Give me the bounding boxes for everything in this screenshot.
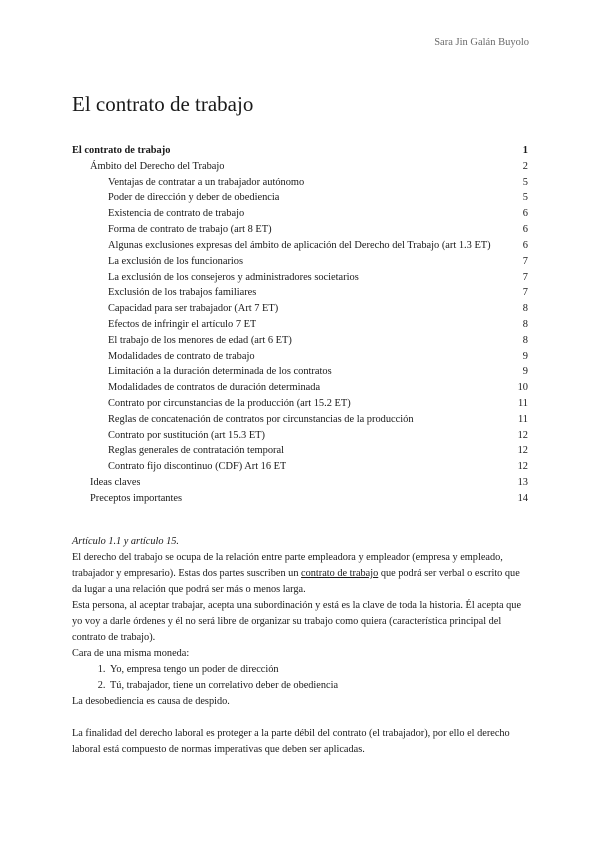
- toc-entry-label: Ideas claves: [90, 477, 141, 489]
- toc-entry-page: 1: [522, 145, 528, 156]
- toc-entry-label: Modalidades de contratos de duración determinada: [108, 382, 321, 394]
- toc-entry[interactable]: [72, 301, 528, 317]
- toc-entry-page: 8: [522, 318, 528, 330]
- toc-entry-page: 9: [522, 366, 528, 378]
- toc-entry[interactable]: [72, 412, 528, 428]
- toc-entry-page: 11: [517, 398, 528, 409]
- toc-entry[interactable]: [72, 159, 528, 175]
- toc-entry[interactable]: [72, 222, 528, 238]
- paragraph: Cara de una misma moneda:: [72, 648, 190, 659]
- toc-entry-page: 2: [522, 160, 528, 172]
- toc-entry[interactable]: [72, 428, 528, 444]
- toc-entry-page: 9: [522, 350, 528, 362]
- toc-entry[interactable]: [72, 175, 528, 191]
- contrato-link[interactable]: contrato de trabajo: [301, 568, 379, 579]
- paragraph-text: El derecho del trabajo se ocupa de la relación entre parte empleadora y empleador (empresa y empleado, trabajador y empresario). Estas dos partes suscriben un: [72, 552, 503, 579]
- toc-entry-label: Efectos de infringir el artículo 7 ET: [108, 318, 257, 330]
- toc-entry-label: Poder de dirección y deber de obediencia: [108, 192, 280, 204]
- toc-entry[interactable]: [72, 317, 528, 333]
- toc-entry-label: Modalidades de contrato de trabajo: [108, 350, 255, 362]
- toc-entry[interactable]: [72, 285, 528, 301]
- toc-entry-label: La exclusión de los funcionarios: [108, 255, 244, 267]
- toc-entry-label: Capacidad para ser trabajador (Art 7 ET): [108, 303, 279, 315]
- toc-entry-page: 14: [517, 492, 528, 504]
- toc-entry-page: 6: [522, 224, 528, 236]
- numbered-list: [72, 662, 530, 694]
- toc-entry-page: 12: [517, 429, 528, 441]
- toc-entry-label: La exclusión de los consejeros y administradores societarios: [108, 271, 359, 283]
- toc-entry-label: Forma de contrato de trabajo (art 8 ET): [108, 224, 272, 236]
- toc-entry-page: 13: [517, 477, 528, 489]
- toc-entry[interactable]: [72, 491, 528, 507]
- paragraph-text: que podrá ser verbal o escrito que da lugar a una relación que podrá ser más o menos larga.: [72, 568, 520, 595]
- toc-entry[interactable]: [72, 190, 528, 206]
- toc-entry-label: Algunas exclusiones expresas del ámbito de aplicación del Derecho del Trabajo (art 1.3 ET): [108, 239, 491, 251]
- toc-entry[interactable]: [72, 443, 528, 459]
- toc-entry-page: 7: [522, 271, 528, 283]
- toc-entry-label: Limitación a la duración determinada de los contratos: [108, 366, 332, 378]
- toc-entry-page: 6: [522, 239, 528, 251]
- list-item: 1. Yo, empresa tengo un poder de dirección: [108, 662, 530, 678]
- toc-entry-page: 12: [517, 461, 528, 473]
- toc-entry[interactable]: [72, 349, 528, 365]
- spacer: [72, 710, 530, 726]
- toc-entry[interactable]: [72, 333, 528, 349]
- paragraph: [72, 550, 530, 598]
- toc-entry-page: 10: [517, 382, 528, 394]
- toc-entry[interactable]: [72, 380, 528, 396]
- toc-entry-label: El contrato de trabajo: [72, 145, 171, 156]
- section-heading: Artículo 1.1 y artículo 15.: [72, 536, 179, 547]
- toc-entry-label: Reglas generales de contratación temporal: [108, 445, 284, 457]
- toc-entry-label: Contrato por circunstancias de la producción (art 15.2 ET): [108, 398, 351, 409]
- toc-entry-label: Preceptos importantes: [90, 492, 183, 504]
- toc-entry-page: 8: [522, 303, 528, 315]
- toc-entry-label: Contrato por sustitución (art 15.3 ET): [108, 429, 265, 441]
- toc-entry-page: 8: [522, 334, 528, 346]
- body-text: [72, 534, 530, 758]
- toc-entry-page: 5: [522, 192, 528, 204]
- list-item: 2. Tú, trabajador, tiene un correlativo deber de obediencia: [108, 678, 530, 694]
- toc-entry-label: El trabajo de los menores de edad (art 6 ET): [108, 334, 292, 346]
- toc-entry-label: Ventajas de contratar a un trabajador autónomo: [108, 176, 305, 188]
- toc-entry-label: Existencia de contrato de trabajo: [108, 208, 245, 220]
- toc-entry-label: Reglas de concatenación de contratos por circunstancias de la producción: [108, 413, 414, 425]
- toc-entry-page: 11: [517, 413, 528, 425]
- toc-entry[interactable]: [72, 143, 528, 159]
- toc-entry-page: 7: [522, 255, 528, 267]
- toc-entry-label: Contrato fijo discontinuo (CDF) Art 16 ET: [108, 461, 287, 473]
- toc-entry[interactable]: [72, 396, 528, 412]
- paragraph: La desobediencia es causa de despido.: [72, 696, 230, 707]
- toc-entry[interactable]: [72, 475, 528, 491]
- page-title: El contrato de trabajo: [72, 92, 254, 116]
- paragraph: La finalidad del derecho laboral es proteger a la parte débil del contrato (el trabajador), por ello el derecho laboral está compuesto de normas imperativas que deben ser aplicadas.: [72, 728, 510, 755]
- toc-entry-label: Exclusión de los trabajos familiares: [108, 287, 257, 299]
- table-of-contents: [72, 143, 528, 507]
- toc-entry-label: Ámbito del Derecho del Trabajo: [90, 160, 225, 172]
- toc-entry-page: 5: [522, 176, 528, 188]
- toc-entry-page: 6: [522, 208, 528, 220]
- toc-entry[interactable]: [72, 270, 528, 286]
- toc-entry[interactable]: [72, 459, 528, 475]
- toc-entry[interactable]: [72, 364, 528, 380]
- toc-entry-page: 7: [522, 287, 528, 299]
- header-author: Sara Jin Galán Buyolo: [434, 37, 529, 48]
- toc-entry[interactable]: [72, 238, 528, 254]
- toc-entry[interactable]: [72, 254, 528, 270]
- paragraph: Esta persona, al aceptar trabajar, acepta una subordinación y está es la clave de toda la historia. Él acepta que yo voy a darle órdenes y él no será libre de organizar su trabajo como quiera (característica principal del contrato de trabajo).: [72, 600, 522, 643]
- toc-entry[interactable]: [72, 206, 528, 222]
- toc-entry-page: 12: [517, 445, 528, 457]
